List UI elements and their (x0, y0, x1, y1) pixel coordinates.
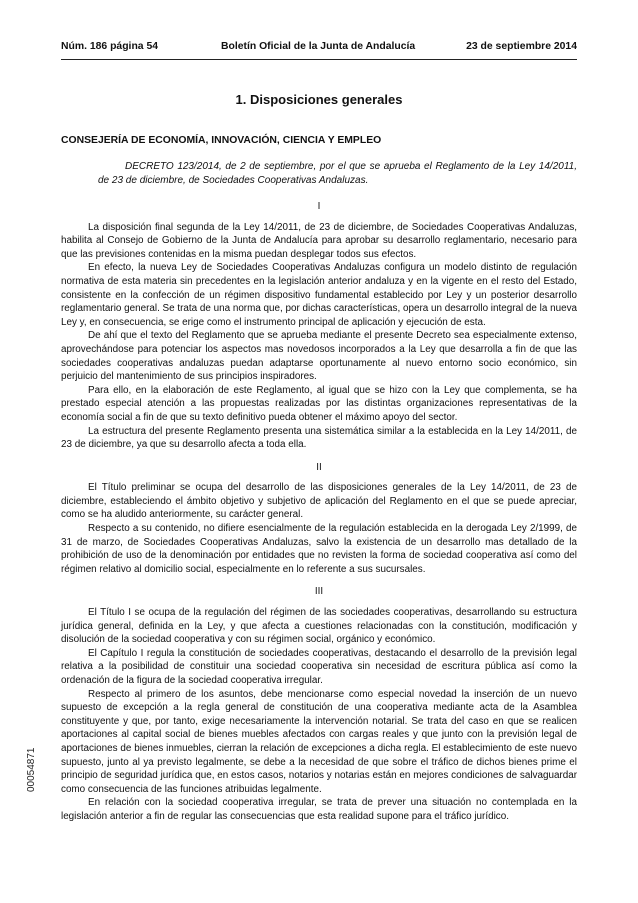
decree-title: DECRETO 123/2014, de 2 de septiembre, por el que se aprueba el Reglamento de la Ley 14/2011, de 23 de diciembre, de Sociedades Cooperativas Andaluzas. (98, 161, 577, 186)
publication-date: 23 de septiembre 2014 (466, 41, 577, 52)
section-iii (61, 585, 577, 823)
paragraph: En efecto, la nueva Ley de Sociedades Cooperativas Andaluzas configura un modelo distinto de regulación normativa de esta materia sin precedentes en la legislación anterior andaluza y en la vigente en el resto del Estado, consistente en la confección de un régimen dispositivo fundamental establecido por Ley y un posterior desarrollo reglamentario general. Se trata de una norma que, por dichas características, opera un desarrollo integral de la nueva Ley y, en consecuencia, se erige como el instrumento principal de aplicación y ejecución de esta. (61, 262, 577, 328)
section-numeral: I (317, 201, 321, 212)
paragraph: Respecto al primero de los asuntos, debe mencionarse como especial novedad la inserción de un nuevo supuesto de excepción a la regla general de constitución de una cooperativa mediante acta de la Asamblea constituyente y que, por tanto, exige necesariamente la intervención notarial. Se trata del caso en que se realicen aportaciones al capital social de bienes muebles afectados con cargas reales y que junto con la previsión legal de aportaciones de bienes inmuebles, cierran la relación de excepciones a dicha regla. El establecimiento de este nuevo supuesto, junto al ya previsto legalmente, se debe a la necesidad de que sobre el tráfico de dichos bienes prime el principio de seguridad jurídica que, en estos casos, notarios y notarias están en mejores condiciones de salvaguardar como consecuencia de las funciones atribuidas legalmente. (61, 688, 577, 795)
section-i (61, 200, 577, 452)
paragraph: El Título preliminar se ocupa del desarrollo de las disposiciones generales de la Ley 14/2011, de 23 de diciembre, estableciendo el ámbito objetivo y subjetivo de aplicación del Reglamento en el que se puede apreciar, como se ha aludido anteriormente, su carácter general. (61, 482, 577, 521)
bulletin-title: Boletín Oficial de la Junta de Andalucía (221, 41, 416, 52)
paragraph: En relación con la sociedad cooperativa irregular, se trata de prever una situación no contemplada en la legislación anterior a fin de regular las consecuencias que esta realidad supone para el tráfico jurídico. (61, 797, 577, 822)
header-rule (61, 59, 577, 60)
section-numeral: III (314, 586, 324, 598)
paragraph: La estructura del presente Reglamento presenta una sistemática similar a la establecida en la Ley 14/2011, de 23 de diciembre, ya que su desarrollo afecta a toda ella. (61, 425, 577, 451)
section-ii (61, 461, 577, 577)
paragraph: La disposición final segunda de la Ley 14/2011, de 23 de diciembre, de Sociedades Cooperativas Andaluzas, habilita al Consejo de Gobierno de la Junta de Andalucía para aprobar su desarrollo reglamentario, necesario para que las previsiones contenidas en la misma puedan desplegar todos sus efectos. (61, 221, 577, 260)
section-numeral: II (316, 461, 322, 473)
issue-page-number: Núm. 186 página 54 (61, 41, 159, 52)
page-header (61, 41, 577, 55)
paragraph: De ahí que el texto del Reglamento que se aprueba mediante el presente Decreto sea especialmente extenso, aprovechándose para potenciar los aspectos mas novedosos incorporados a la Ley que desarrolla a fin de que las sociedades cooperativas andaluzas puedan adaptarse oportunamente al nuevo entorno socio económico, sin perjuicio del mantenimiento de sus principios inspiradores. (61, 330, 577, 383)
paragraph: Respecto a su contenido, no difiere esencialmente de la regulación establecida en la derogada Ley 2/1999, de 31 de marzo, de Sociedades Cooperativas Andaluzas, salvo la existencia de un desarrollo mas detallado de la prohibición de uso de la denominación por entidades que no revisten la forma de sociedad cooperativa así como del régimen relativo al domicilio social, especialmente en lo referente a sus sucursales. (61, 523, 577, 575)
paragraph: El Capítulo I regula la constitución de sociedades cooperativas, destacando el desarrollo de la previsión legal relativa a la posibilidad de constituir una sociedad cooperativa sin necesidad de escritura pública así como la ordenación de la figura de la sociedad cooperativa irregular. (61, 647, 577, 686)
paragraph: El Título I se ocupa de la regulación del régimen de las sociedades cooperativas, desarrollando su estructura jurídica general, definida en la Ley, y que afecta a cuestiones relacionadas con la constitución, modificación y disolución de la sociedad cooperativa y con su régimen social, orgánico y económico. (61, 607, 577, 646)
document-code: 00054871 (26, 747, 37, 792)
paragraph: Para ello, en la elaboración de este Reglamento, al igual que se hizo con la Ley que complementa, se ha prestado especial atención a las propuestas realizadas por las distintas organizaciones representativas de la economía social a fin de que su texto definitivo pueda obtener el máximo apoyo del sector. (61, 384, 577, 423)
section-title: 1. Disposiciones generales (235, 92, 403, 107)
document-body (61, 200, 577, 824)
organization-heading: CONSEJERÍA DE ECONOMÍA, INNOVACIÓN, CIENCIA Y EMPLEO (61, 135, 382, 146)
